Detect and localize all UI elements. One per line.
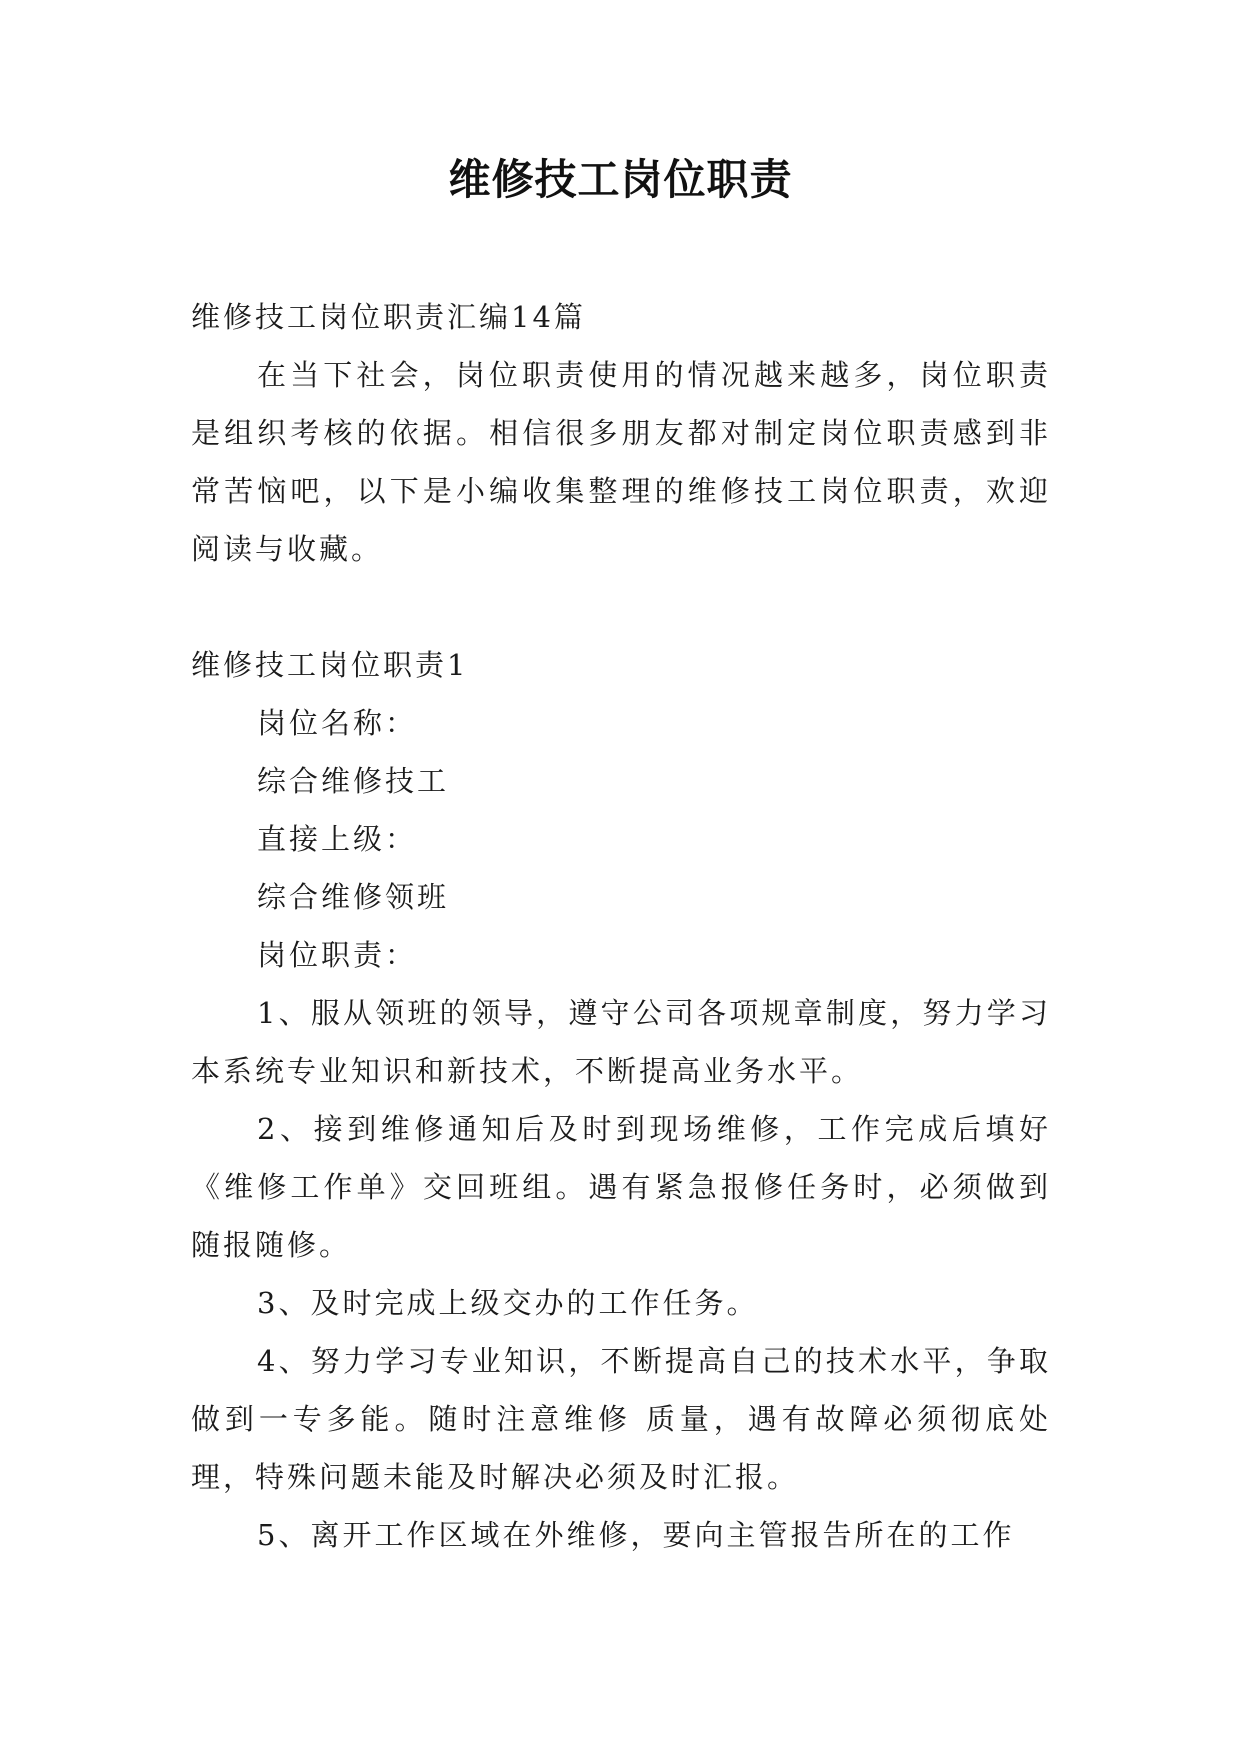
section-heading: 维修技工岗位职责1 (191, 648, 469, 682)
duty-item: 3、及时完成上级交办的工作任务。 (257, 1286, 759, 1320)
position-label: 岗位名称： (257, 706, 418, 740)
document-title: 维修技工岗位职责 (448, 155, 793, 204)
duty-item: 1、服从领班的领导，遵守公司各项规章制度，努力学习本系统专业知识和新技术，不断提高业务水平。 (191, 996, 1051, 1088)
intro-paragraph: 在当下社会，岗位职责使用的情况越来越多，岗位职责是组织考核的依据。相信很多朋友都对制定岗位职责感到非常苦恼吧，以下是小编收集整理的维修技工岗位职责，欢迎阅读与收藏。 (191, 358, 1051, 566)
duties-label: 岗位职责： (257, 938, 418, 972)
document-subtitle: 维修技工岗位职责汇编14篇 (191, 300, 586, 334)
duty-item: 4、努力学习专业知识，不断提高自己的技术水平，争取做到一专多能。随时注意维修 质量，遇有故障必须彻底处理，特殊问题未能及时解决必须及时汇报。 (191, 1344, 1051, 1494)
document-body (191, 288, 1051, 1564)
duty-item: 5、离开工作区域在外维修，要向主管报告所在的工作 (257, 1518, 1015, 1552)
duty-item: 2、接到维修通知后及时到现场维修，工作完成后填好《维修工作单》交回班组。遇有紧急报修任务时，必须做到随报随修。 (191, 1112, 1051, 1262)
superior-label: 直接上级： (257, 822, 418, 856)
superior-value: 综合维修领班 (257, 880, 450, 914)
position-value: 综合维修技工 (257, 764, 450, 798)
